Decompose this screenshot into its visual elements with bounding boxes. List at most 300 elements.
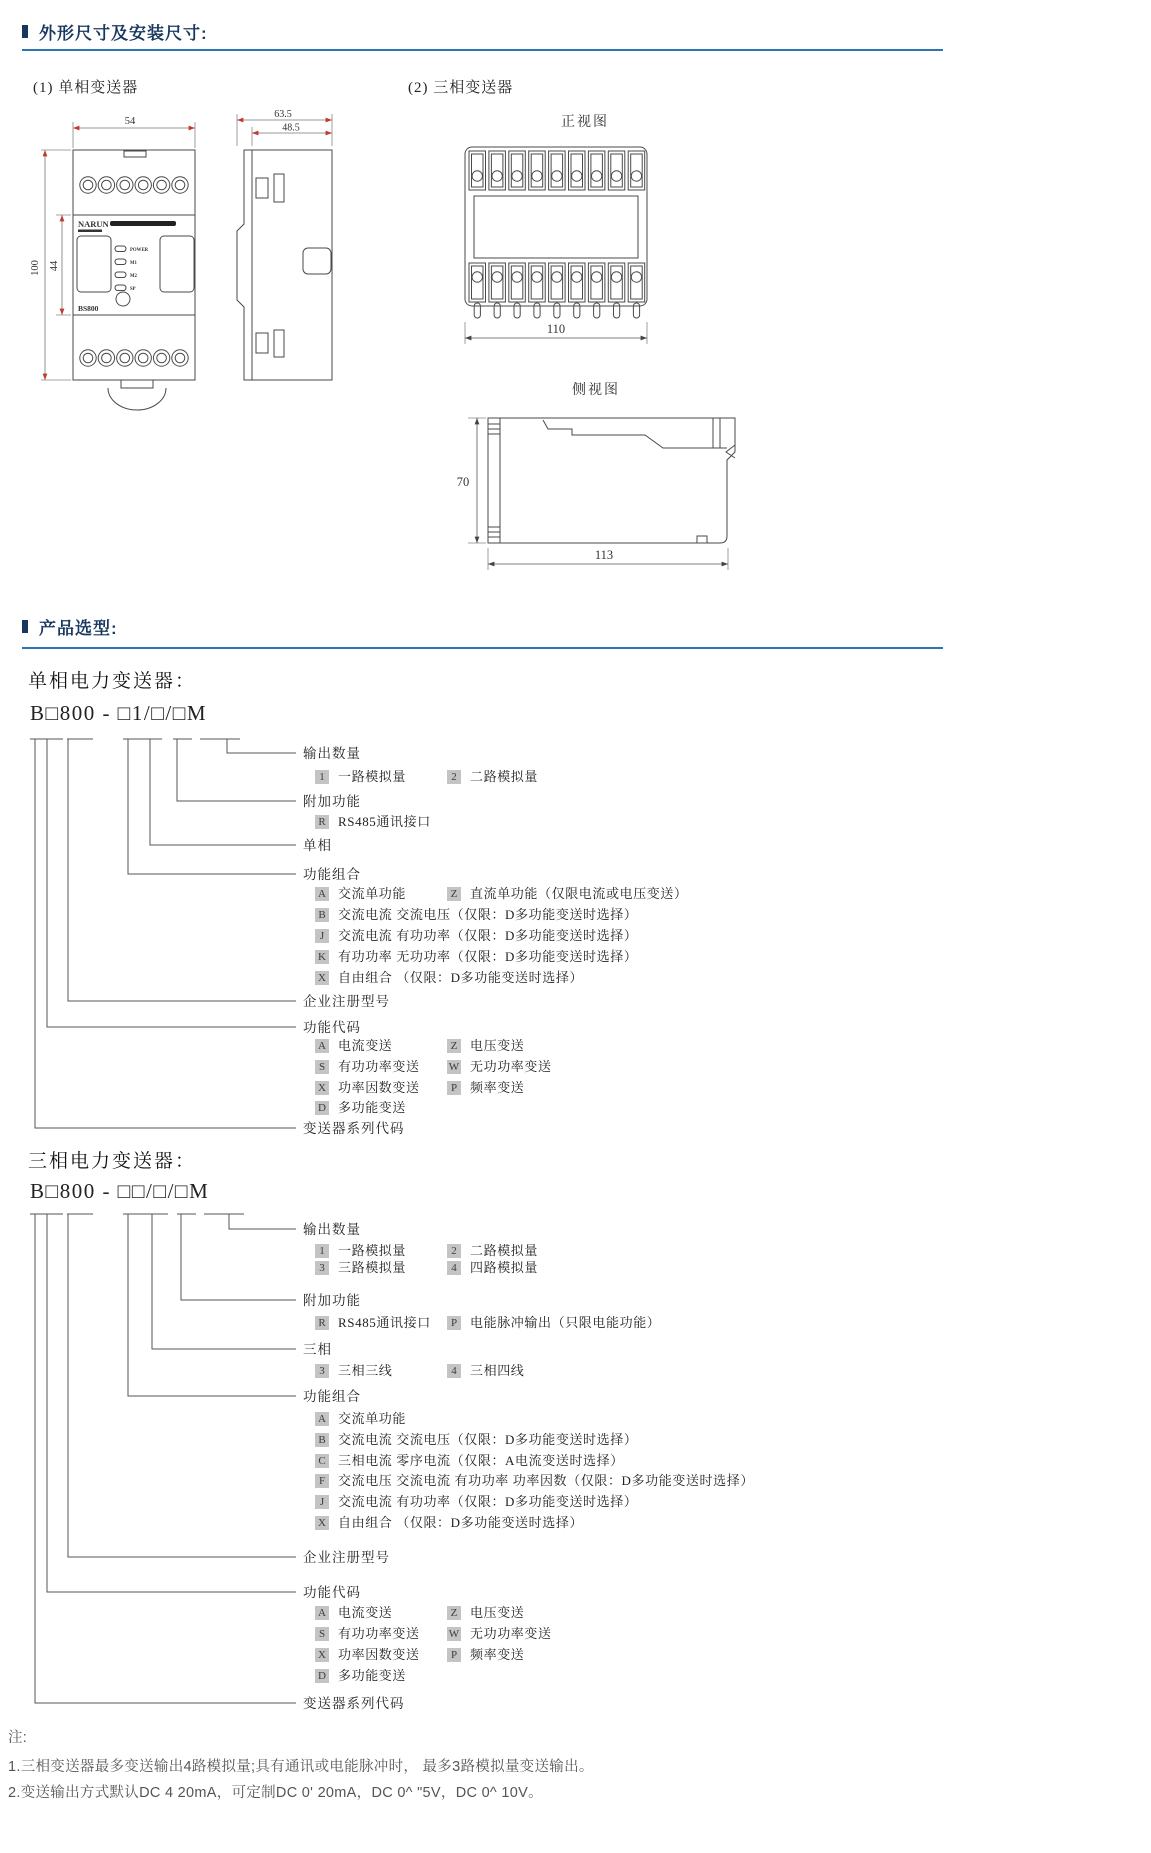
option-row [315,1243,538,1259]
terminal-screw-icon [532,272,542,282]
option-text: 多功能变送 [338,1668,407,1683]
option [315,1411,406,1427]
terminal-cell [469,263,486,302]
three-front-dim-lines [465,322,647,344]
option [315,1100,406,1116]
option-text: 功率因数变送 [338,1647,420,1662]
terminal-circle-inner [175,353,185,363]
leader-line [150,739,296,845]
option-code-box: D [315,1101,329,1115]
terminal-circle-inner [102,353,112,363]
terminal-circle-inner [120,180,130,190]
option-code-box: W [448,1061,460,1073]
note-line-1: 1.三相变送器最多变送输出4路模拟量;具有通讯或电能脉冲时， 最多3路模拟量变送输出。 [8,1759,594,1775]
option-row [315,1626,552,1642]
option-code-box: 2 [447,1244,461,1258]
option [315,970,583,986]
terminal-cell-inner [591,266,603,299]
option-row [315,1038,524,1054]
terminal-screw-icon [611,171,621,181]
option-code-box: D [315,1669,329,1683]
terminal-cell [588,263,605,302]
terminal-pin [554,303,560,318]
option-text: 电能脉冲输出（只限电能功能） [470,1315,661,1330]
led-m2-icon [115,272,126,278]
terminal-pin [494,303,500,318]
leader-line [35,1214,296,1703]
side-view-label: 侧视图 [572,383,620,398]
branch-label: 功能代码 [303,1585,361,1600]
branch-label: 单相 [303,838,332,853]
option-row [315,1605,524,1621]
option-text: 电流变送 [338,1038,393,1053]
option [447,1243,538,1259]
option-code-box: 1 [315,1244,329,1258]
option-text: 三相电流 零序电流（仅限：A电流变送时选择） [338,1453,624,1468]
terminal-circle-inner [102,180,112,190]
option-row [315,1647,524,1663]
terminal-cell-inner [511,266,523,299]
leader-line [177,739,296,801]
terminal-cell [489,263,506,302]
option-row [315,1315,660,1331]
three-phase-heading: 三相电力变送器： [28,1151,197,1172]
three-phase-caption: (2) 三相变送器 [408,80,514,96]
option-code-box: 1 [315,770,329,784]
option-code-box: R [315,1316,329,1330]
single-phase-front-view [73,150,195,410]
dim-panel-44: 44 [49,260,60,272]
terminal-cell [628,151,645,190]
option [315,1668,406,1684]
option-text: 三相三线 [338,1363,393,1378]
three-phase-model-code: B□800 - □□/□/□M [30,1179,210,1203]
option [447,1260,538,1276]
leader-line [152,1214,296,1349]
terminal-cell [569,151,586,190]
dim-width-54: 54 [124,116,136,127]
option-row [315,769,538,785]
terminal-pin [633,303,639,318]
option-code-box: X [315,1081,329,1095]
terminal-screw-icon [591,171,601,181]
option-code-box: 4 [447,1261,461,1275]
option-code-box: 2 [447,770,461,784]
option-row [315,970,583,986]
option-row [315,907,637,923]
terminal-cell-inner [631,154,643,187]
option-text: 多功能变送 [338,1100,407,1115]
terminal-cell-inner [472,266,484,299]
terminal-screw-icon [512,171,522,181]
branch-label: 功能组合 [303,867,361,882]
led-m1-icon [115,259,126,265]
option-code-box: X [315,971,329,985]
terminal-pin [574,303,580,318]
branch-label: 三相 [303,1342,332,1357]
branch-label: 企业注册型号 [303,1550,390,1565]
terminal-circle-inner [157,353,167,363]
option-text: 电压变送 [470,1605,525,1620]
terminal-cell [588,151,605,190]
option-code-box: B [315,1433,329,1447]
terminal-circle-inner [138,180,148,190]
terminal-cell [608,263,625,302]
branch-label: 企业注册型号 [303,994,390,1009]
option-text: 交流单功能 [338,1411,407,1426]
option [315,1080,447,1096]
terminal-cell-inner [531,154,543,187]
option [315,1038,447,1054]
option-code-box: P [447,1081,461,1095]
branch-label: 附加功能 [303,794,361,809]
option-row [315,1100,406,1116]
section-divider-line [22,49,943,51]
terminal-screw-icon [552,272,562,282]
branch-label: 功能代码 [303,1020,361,1035]
terminal-pin [534,303,540,318]
option [315,769,447,785]
option-code-box: W [448,1628,460,1640]
terminal-cell-inner [631,266,643,299]
branch-label: 变送器系列代码 [303,1696,405,1711]
option-text: 二路模拟量 [470,1243,539,1258]
option-text: 交流电流 交流电压（仅限：D多功能变送时选择） [338,1432,638,1447]
leader-line [128,739,296,874]
option-code-box: X [315,1516,329,1530]
terminal-cell [628,263,645,302]
terminal-circle [80,177,96,193]
terminal-circle-inner [83,180,93,190]
terminal-screw-icon [591,272,601,282]
option-code-box: S [315,1060,329,1074]
terminal-cell [509,151,526,190]
option-text: RS485通讯接口 [338,1315,431,1330]
led-m2-label: M2 [130,274,137,279]
terminal-cell-inner [571,266,583,299]
option-code-box: A [315,1412,329,1426]
option-text: 自由组合 （仅限：D多功能变送时选择） [338,970,584,985]
option-row [315,814,431,830]
dim-depth-63-5: 63.5 [274,109,292,120]
option [315,928,637,944]
terminal-screw-icon [472,272,482,282]
option-text: 一路模拟量 [338,769,407,784]
option-text: 交流电流 有功功率（仅限：D多功能变送时选择） [338,1494,638,1509]
terminal-screw-icon [572,171,582,181]
terminal-screw-icon [492,272,502,282]
option-text: 交流电压 交流电流 有功功率 功率因数（仅限：D多功能变送时选择） [338,1473,754,1488]
option-row [315,1411,406,1427]
option-text: 频率变送 [470,1647,525,1662]
front-view-label: 正视图 [561,115,609,130]
option-row [315,949,637,965]
terminal-circle-inner [157,180,167,190]
option-code-box: A [315,1039,329,1053]
option-text: 无功功率变送 [470,1059,552,1074]
terminal-cell [469,151,486,190]
option-text: 电压变送 [470,1038,525,1053]
terminal-cell-inner [491,266,503,299]
option [315,1243,447,1259]
terminal-circle-inner [175,180,185,190]
terminal-cell-inner [472,154,484,187]
dim-width-110: 110 [546,322,566,336]
terminal-screw-icon [572,272,582,282]
section-dimensions-header [22,19,208,44]
option-text: 有功功率 无功功率（仅限：D多功能变送时选择） [338,949,638,964]
terminal-circle [98,350,114,366]
terminal-pin [474,303,480,318]
branch-label: 附加功能 [303,1293,361,1308]
single-front-dim-lines [41,122,195,380]
led-m1-label: M1 [130,261,137,266]
option-code-box: P [447,1316,461,1330]
option-text: 有功功率变送 [338,1626,420,1641]
terminal-circle [135,177,151,193]
option [447,886,688,902]
led-power-icon [115,246,126,252]
option-code-box: A [315,1606,329,1620]
option-row [315,1515,583,1531]
option-text: 频率变送 [470,1080,525,1095]
option-text: 三路模拟量 [338,1260,407,1275]
option-row [315,1363,524,1379]
dim-depth-113: 113 [594,548,614,562]
option [447,769,538,785]
led-sp-label: SP [130,287,136,292]
option [447,1363,524,1379]
leader-line [47,1214,296,1592]
section-bullet-icon [22,25,28,38]
terminal-screw-icon [552,171,562,181]
option [315,1494,637,1510]
three-phase-side-view [488,418,735,543]
option-code-box: Z [447,1606,461,1620]
option-code-box: K [315,950,329,964]
terminal-cell-inner [611,266,623,299]
led-sp-icon [115,285,126,291]
option-row [315,1080,524,1096]
terminal-cell-inner [571,154,583,187]
terminal-circle [153,350,169,366]
terminal-circle [172,177,188,193]
leader-line [227,739,296,753]
option-code-box: 4 [447,1364,461,1378]
option-text: 交流电流 有功功率（仅限：D多功能变送时选择） [338,928,638,943]
option-code-box: J [315,929,329,943]
terminal-cell-inner [511,154,523,187]
terminal-cell-inner [591,154,603,187]
option-code-box: P [447,1648,461,1662]
terminal-pin [514,303,520,318]
option-code-box: Z [447,1039,461,1053]
option-code-box: J [315,1495,329,1509]
option-row [315,1473,754,1489]
terminal-cell-inner [531,266,543,299]
option-text: 有功功率变送 [338,1059,420,1074]
terminal-circle [98,177,114,193]
option [447,1059,552,1075]
logo-bar [110,221,176,226]
option-code-box: X [315,1648,329,1662]
option [315,1453,624,1469]
option [315,1260,447,1276]
option-text: 直流单功能（仅限电流或电压变送） [470,886,688,901]
terminal-pin [594,303,600,318]
option [315,907,637,923]
terminal-screw-icon [492,171,502,181]
terminal-cell [549,263,566,302]
left-door [77,236,111,292]
dim-depth-48-5: 48.5 [282,122,300,134]
option-code-box: 3 [315,1364,329,1378]
single-phase-heading: 单相电力变送器： [28,671,197,692]
three-side-dim-lines [468,418,728,570]
dim-height-70: 70 [456,475,470,489]
terminal-screw-icon [512,272,522,282]
notes-label: 注: [8,1730,28,1746]
option [315,1605,447,1621]
note-line-2: 2.变送输出方式默认DC 4 20mA，可定制DC 0' 20mA，DC 0^ "5V，DC 0^ 10V。 [8,1785,543,1801]
terminal-cell-inner [491,154,503,187]
option-text: 自由组合 （仅限：D多功能变送时选择） [338,1515,584,1530]
three-phase-front-view [465,147,647,318]
terminal-cell [569,263,586,302]
option [315,1363,447,1379]
terminal-circle-inner [83,353,93,363]
terminal-pin [614,303,620,318]
option [315,1647,447,1663]
leader-line [47,739,296,1027]
option [315,1626,447,1642]
option [315,814,431,830]
single-phase-front-labels [78,219,176,313]
option-text: 交流单功能 [338,886,407,901]
leader-line [181,1214,296,1300]
terminal-circle-inner [138,353,148,363]
option [447,1626,552,1642]
leader-line [35,739,296,1128]
single-phase-model-code: B□800 - □1/□/□M [30,701,208,725]
terminal-circle [172,350,188,366]
right-door [160,236,194,292]
option-text: 四路模拟量 [470,1260,539,1275]
section-bullet-icon [22,620,28,633]
option-code-box: A [315,887,329,901]
single-phase-caption: (1) 单相变送器 [33,80,139,96]
dim-height-100: 100 [30,260,41,276]
option [447,1605,524,1621]
option-text: 无功功率变送 [470,1626,552,1641]
terminal-circle [80,350,96,366]
option [447,1080,524,1096]
option [315,1473,754,1489]
option-row [315,1494,637,1510]
leader-line [229,1214,296,1229]
section-divider-line [22,647,943,649]
leader-line [68,1214,296,1557]
option-text: 电流变送 [338,1605,393,1620]
branch-label: 输出数量 [303,1222,361,1237]
option-code-box: 3 [315,1261,329,1275]
option-code-box: F [315,1474,329,1488]
brand-subtext-bar [78,230,102,233]
terminal-circle [117,350,133,366]
option [315,1432,637,1448]
option-code-box: Z [447,887,461,901]
option-text: 三相四线 [470,1363,525,1378]
option-text: 功率因数变送 [338,1080,420,1095]
option-row [315,886,688,902]
brand-logo: NARUN [78,219,109,229]
terminal-cell [529,263,546,302]
option-text: 交流电流 交流电压（仅限：D多功能变送时选择） [338,907,638,922]
option [315,1315,447,1331]
option-row [315,1453,624,1469]
option [447,1038,524,1054]
option-code-box: R [315,815,329,829]
single-phase-side-view [237,150,332,380]
single-side-dim-lines [237,114,332,146]
option-row [315,1059,552,1075]
branch-label: 功能组合 [303,1389,361,1404]
terminal-circle [117,177,133,193]
option [315,1059,447,1075]
button-icon [116,292,130,306]
branch-label: 变送器系列代码 [303,1121,405,1136]
option [447,1315,660,1331]
terminal-cell [509,263,526,302]
terminal-screw-icon [532,171,542,181]
terminal-cell [608,151,625,190]
terminal-cell [549,151,566,190]
terminal-cell-inner [551,266,563,299]
option-code-box: S [315,1627,329,1641]
din-clip [108,388,166,410]
terminal-screw-icon [631,171,641,181]
section-dimensions-title: 外形尺寸及安装尺寸: [39,24,208,43]
option-row [315,1668,406,1684]
option-row [315,928,637,944]
terminal-circle [135,350,151,366]
terminal-cell [529,151,546,190]
terminal-screw-icon [472,171,482,181]
terminal-circles [80,177,188,366]
option-row [315,1432,637,1448]
section-selection-title: 产品选型: [39,619,118,638]
option-code-box: B [315,908,329,922]
option-row [315,1260,538,1276]
terminal-circle [153,177,169,193]
section-selection-header [22,614,118,639]
terminal-screw-icon [611,272,621,282]
terminal-cells [469,151,645,318]
model-label: BS800 [78,304,99,313]
option-text: 二路模拟量 [470,769,539,784]
terminal-cell-inner [551,154,563,187]
terminal-screw-icon [631,272,641,282]
option-text: RS485通讯接口 [338,814,431,829]
leader-line [128,1214,296,1396]
option [447,1647,524,1663]
branch-label: 输出数量 [303,746,361,761]
led-power-label: POWER [130,248,149,253]
option [315,1515,583,1531]
option-code-box: C [315,1454,329,1468]
option-text: 一路模拟量 [338,1243,407,1258]
terminal-cell [489,151,506,190]
